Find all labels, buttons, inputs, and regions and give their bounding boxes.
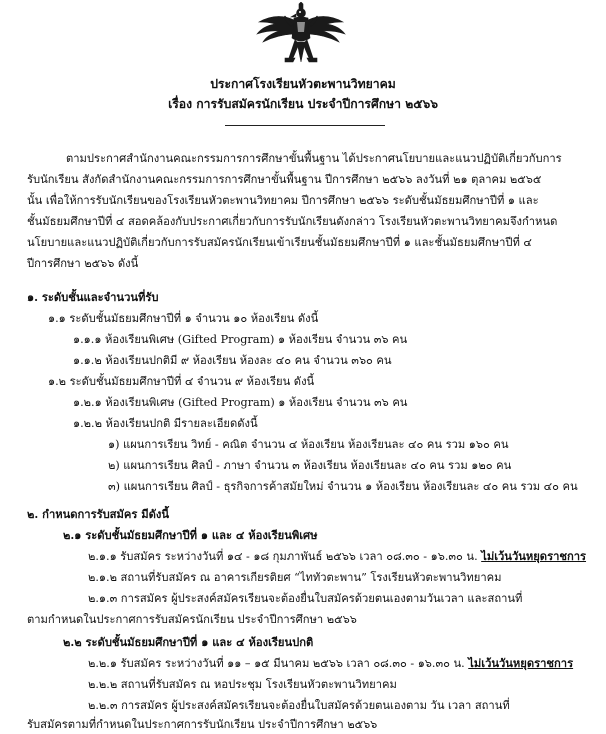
section-1-2-1: ๑.๒.๑ ห้องเรียนพิเศษ (Gifted Program) ๑ ห้องเรียน จำนวน ๓๖ คน (73, 396, 408, 409)
intro-line: ชั้นมัธยมศึกษาปีที่ ๔ สอดคล้องกับประกาศเกี่ยวกับการรับนักเรียนดังกล่าว โรงเรียนหัวตะพานวิทยาคมจึงกำหนด (27, 215, 558, 228)
intro-line: ตามประกาศสำนักงานคณะกรรมการการศึกษาขั้นพื้นฐาน ได้ประกาศนโยบายและแนวปฏิบัติเกี่ยวกับการ (66, 152, 562, 165)
intro-line: รับนักเรียน สังกัดสำนักงานคณะกรรมการการศึกษาขั้นพื้นฐาน ปีการศึกษา ๒๕๖๖ ลงวันที่ ๒๑ ตุลาคม ๒๕๖๕ (27, 173, 542, 186)
section-2-2: ๒.๒ ระดับชั้นมัธยมศึกษาปีที่ ๑ และ ๔ ห้องเรียนปกติ (63, 635, 314, 649)
section-2-1-3: ๒.๑.๓ การสมัคร ผู้ประสงค์สมัครเรียนจะต้องยื่นใบสมัครด้วยตนเองตามวันเวลา และสถานที่ (88, 592, 523, 605)
study-plan-1: ๑) แผนการเรียน วิทย์ - คณิต จำนวน ๔ ห้องเรียน ห้องเรียนละ ๔๐ คน รวม ๑๖๐ คน (108, 438, 509, 451)
title-block (0, 74, 606, 114)
study-plan-3: ๓) แผนการเรียน ศิลป์ - ธุรกิจการค้าสมัยใหม่ จำนวน ๑ ห้องเรียน ห้องเรียนละ ๔๐ คน รวม ๔๐ คน (108, 480, 578, 493)
section-2-heading: ๒. กำหนดการรับสมัคร มีดังนี้ (27, 507, 170, 521)
intro-line: นั้น เพื่อให้การรับนักเรียนของโรงเรียนหัวตะพานวิทยาคม ปีการศึกษา ๒๕๖๖ ระดับชั้นมัธยมศึกษาปีที่ ๑ และ (27, 194, 539, 207)
title-divider (225, 125, 385, 126)
intro-line: นโยบายและแนวปฏิบัติเกี่ยวกับการรับสมัครนักเรียนเข้าเรียนชั้นมัธยมศึกษาปีที่ ๑ และชั้นมัธยมศึกษาปีที่ ๔ (27, 236, 532, 249)
section-2-2-1 (88, 658, 573, 669)
announcement-subject: เรื่อง การรับสมัครนักเรียน ประจำปีการศึกษา ๒๕๖๖ (168, 97, 438, 111)
section-2-2-2: ๒.๒.๒ สถานที่รับสมัคร ณ หอประชุม โรงเรียนหัวตะพานวิทยาคม (88, 678, 397, 691)
section-1-2: ๑.๒ ระดับชั้นมัธยมศึกษาปีที่ ๔ จำนวน ๙ ห้องเรียน ดังนี้ (48, 375, 315, 388)
section-2-1: ๒.๑ ระดับชั้นมัธยมศึกษาปีที่ ๑ และ ๔ ห้องเรียนพิเศษ (63, 528, 318, 542)
section-2-2-3: ๒.๒.๓ การสมัคร ผู้ประสงค์สมัครเรียนจะต้องยื่นใบสมัครด้วยตนเองตาม วัน เวลา สถานที่ (88, 699, 510, 712)
section-2-1-1-text: ๒.๑.๑ รับสมัคร ระหว่างวันที่ ๑๔ - ๑๘ กุมภาพันธ์ ๒๕๖๖ เวลา ๐๘.๓๐ - ๑๖.๓๐ น. (88, 550, 482, 563)
section-2-1-2: ๒.๑.๒ สถานที่รับสมัคร ณ อาคารเกียรติยศ “ไททัวตะพาน” โรงเรียนหัวตะพานวิทยาคม (88, 571, 502, 584)
section-1-2-2: ๑.๒.๒ ห้องเรียนปกติ มีรายละเอียดดังนี้ (73, 417, 258, 430)
section-2-1-3-cont: ตามกำหนดในประกาศการรับสมัครนักเรียน ประจำปีการศึกษา ๒๕๖๖ (27, 613, 357, 626)
section-1-1: ๑.๑ ระดับชั้นมัธยมศึกษาปีที่ ๑ จำนวน ๑๐ ห้องเรียน ดังนี้ (48, 312, 319, 325)
section-2-2-1-note: ไม่เว้นวันหยุดราชการ (468, 656, 574, 670)
section-2-2-3-cont: รับสมัครตามที่กำหนดในประกาศการรับนักเรียน ประจำปีการศึกษา ๒๕๖๖ (27, 718, 378, 731)
garuda-emblem-icon (255, 2, 347, 68)
section-2-1-1 (88, 551, 586, 562)
announcement-title: ประกาศโรงเรียนหัวตะพานวิทยาคม (210, 77, 396, 91)
intro-line: ปีการศึกษา ๒๕๖๖ ดังนี้ (27, 257, 139, 270)
section-2-1-1-note: ไม่เว้นวันหยุดราชการ (481, 549, 587, 563)
section-1-heading: ๑. ระดับชั้นและจำนวนที่รับ (27, 290, 159, 304)
study-plan-2: ๒) แผนการเรียน ศิลป์ - ภาษา จำนวน ๓ ห้องเรียน ห้องเรียนละ ๔๐ คน รวม ๑๒๐ คน (108, 459, 512, 472)
section-1-1-2: ๑.๑.๒ ห้องเรียนปกติมี ๙ ห้องเรียน ห้องละ ๔๐ คน จำนวน ๓๖๐ คน (73, 354, 392, 367)
section-2-2-1-text: ๒.๒.๑ รับสมัคร ระหว่างวันที่ ๑๑ – ๑๕ มีนาคม ๒๕๖๖ เวลา ๐๘.๓๐ - ๑๖.๓๐ น. (88, 657, 469, 670)
section-1-1-1: ๑.๑.๑ ห้องเรียนพิเศษ (Gifted Program) ๑ ห้องเรียน จำนวน ๓๖ คน (73, 333, 408, 346)
